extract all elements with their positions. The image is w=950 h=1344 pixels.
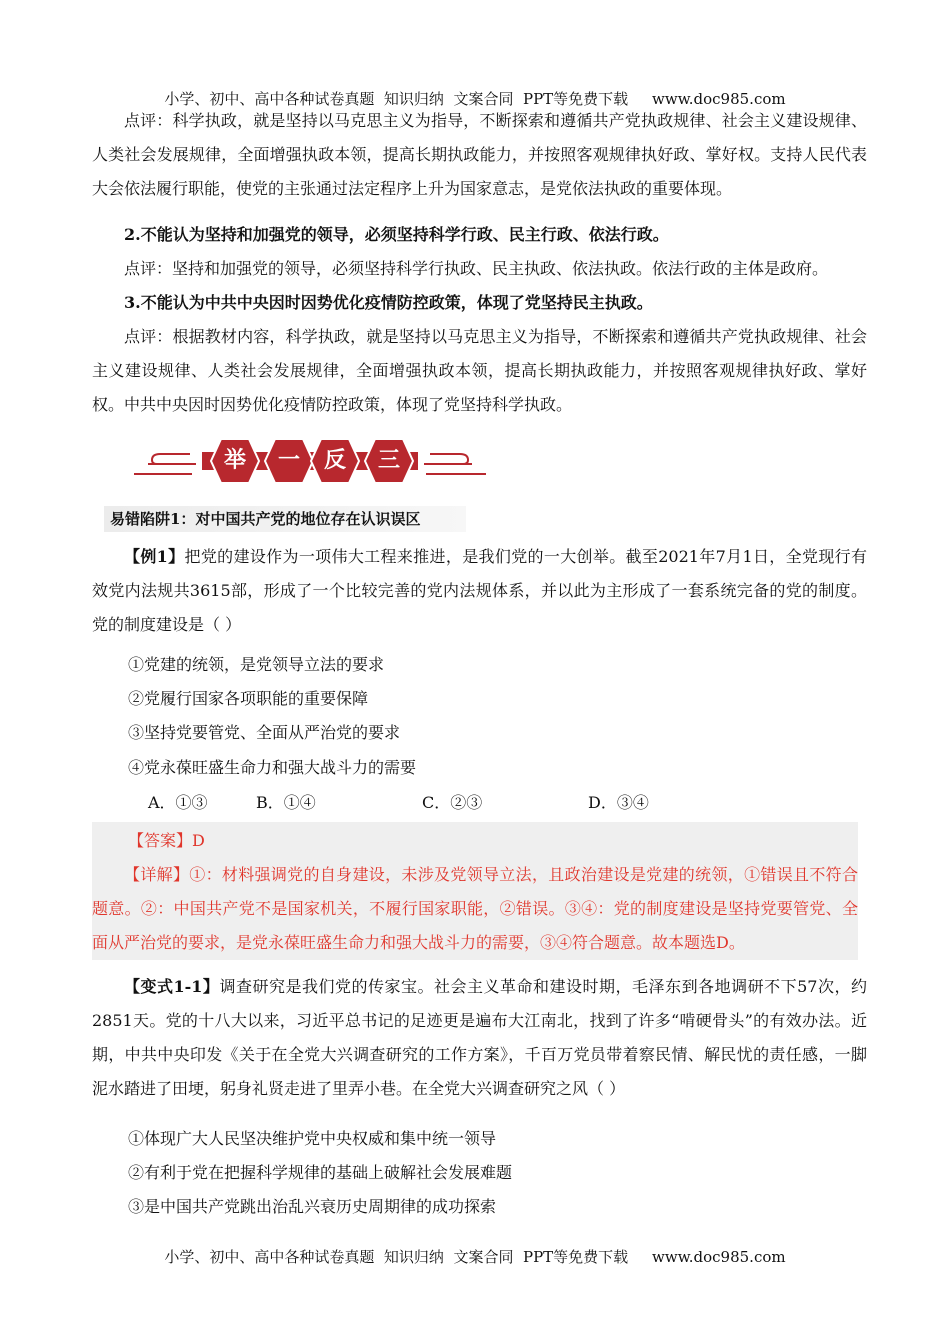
comment-2: 点评：坚持和加强党的领导，必须坚持科学行执政、民主执政、依法执政。依法行政的主体是政府。 — [124, 259, 829, 278]
example-1-text: 把党的建设作为一项伟大工程来推进，是我们党的一大创举。截至2021年7月1日，全党现行有效党内法规共3615部，形成了一个比较完善的党内法规体系，并以此为主形成了一套系统完备的党的制度。党的制度建设是（ ） — [92, 547, 867, 634]
trap-title: 易错陷阱1：对中国共产党的地位存在认识误区 — [104, 506, 466, 532]
banner-title — [209, 438, 415, 484]
example-1-item-4: ④党永葆旺盛生命力和强大战斗力的需要 — [128, 758, 417, 777]
example-1-options — [148, 786, 888, 820]
option-c: C．②③ — [422, 793, 483, 812]
banner-char-4: 三 — [377, 448, 400, 473]
variant-1-stem — [92, 970, 867, 1106]
point-2-heading: 2.不能认为坚持和加强党的领导，必须坚持科学行政、民主行政、依法行政。 — [124, 225, 669, 244]
variant-1-item-1: ①体现广大人民坚决维护党中央权威和集中统一领导 — [128, 1129, 497, 1148]
example-1-item-3: ③坚持党要管党、全面从严治党的要求 — [128, 723, 401, 742]
point-3-heading: 3.不能认为中共中央因时因势优化疫情防控政策，体现了党坚持民主执政。 — [124, 293, 653, 312]
page-header: 小学、初中、高中各种试卷真题 知识归纳 文案合同 PPT等免费下载 www.doc985.com — [164, 90, 786, 108]
option-b: B．①④ — [256, 793, 316, 812]
variant-1-item-3: ③是中国共产党跳出治乱兴衰历史周期律的成功探索 — [128, 1197, 497, 1216]
comment-3: 点评：根据教材内容，科学执政，就是坚持以马克思主义为指导，不断探索和遵循共产党执政规律、社会主义建设规律、人类社会发展规律，全面增强执政本领，提高长期执政能力，并按照客观规律执好政、掌好权。中共中央因时因势优化疫情防控政策，体现了党坚持科学执政。 — [92, 327, 867, 414]
variant-1-text: 调查研究是我们党的传家宝。社会主义革命和建设时期，毛泽东到各地调研不下57次，约2851天。党的十八大以来，习近平总书记的足迹更是遍布大江南北，找到了许多“啃硬骨头”的有效办法。近期，中共中央印发《关于在全党大兴调查研究的工作方案》，千百万党员带着察民情、解民忧的责任感，一脚泥水踏进了田埂，躬身礼贤走进了里弄小巷。在全党大兴调查研究之风（ ） — [92, 977, 867, 1098]
example-1-item-2: ②党履行国家各项职能的重要保障 — [128, 689, 369, 708]
banner-char-3: 反 — [323, 448, 346, 473]
answer: 【答案】D — [128, 831, 205, 850]
page-footer: 小学、初中、高中各种试卷真题 知识归纳 文案合同 PPT等免费下载 www.doc985.com — [164, 1248, 786, 1266]
example-1-stem — [92, 540, 867, 642]
example-1-label: 【例1】 — [124, 547, 185, 566]
option-d: D．③④ — [588, 793, 649, 812]
banner-char-1: 举 — [223, 448, 246, 473]
variant-1-label: 【变式1-1】 — [124, 977, 220, 996]
variant-1-item-2: ②有利于党在把握科学规律的基础上破解社会发展难题 — [128, 1163, 513, 1182]
example-1-item-1: ①党建的统领，是党领导立法的要求 — [128, 655, 385, 674]
comment-1: 点评：科学执政，就是坚持以马克思主义为指导，不断探索和遵循共产党执政规律、社会主义建设规律、人类社会发展规律，全面增强执政本领，提高长期执政能力，并按照客观规律执好政、掌好权。支持人民代表大会依法履行职能，使党的主张通过法定程序上升为国家意志，是党依法执政的重要体现。 — [92, 111, 867, 198]
option-a: A．①③ — [148, 793, 208, 812]
banner-char-2: 一 — [277, 448, 300, 473]
explanation: 【详解】①：材料强调党的自身建设，未涉及党领导立法，且政治建设是党建的统领，①错误且不符合题意。②：中国共产党不是国家机关，不履行国家职能，②错误。③④：党的制度建设是坚持党要管党、全面从严治党的要求，是党永葆旺盛生命力和强大战斗力的需要，③④符合题意。故本题选D。 — [92, 865, 858, 952]
